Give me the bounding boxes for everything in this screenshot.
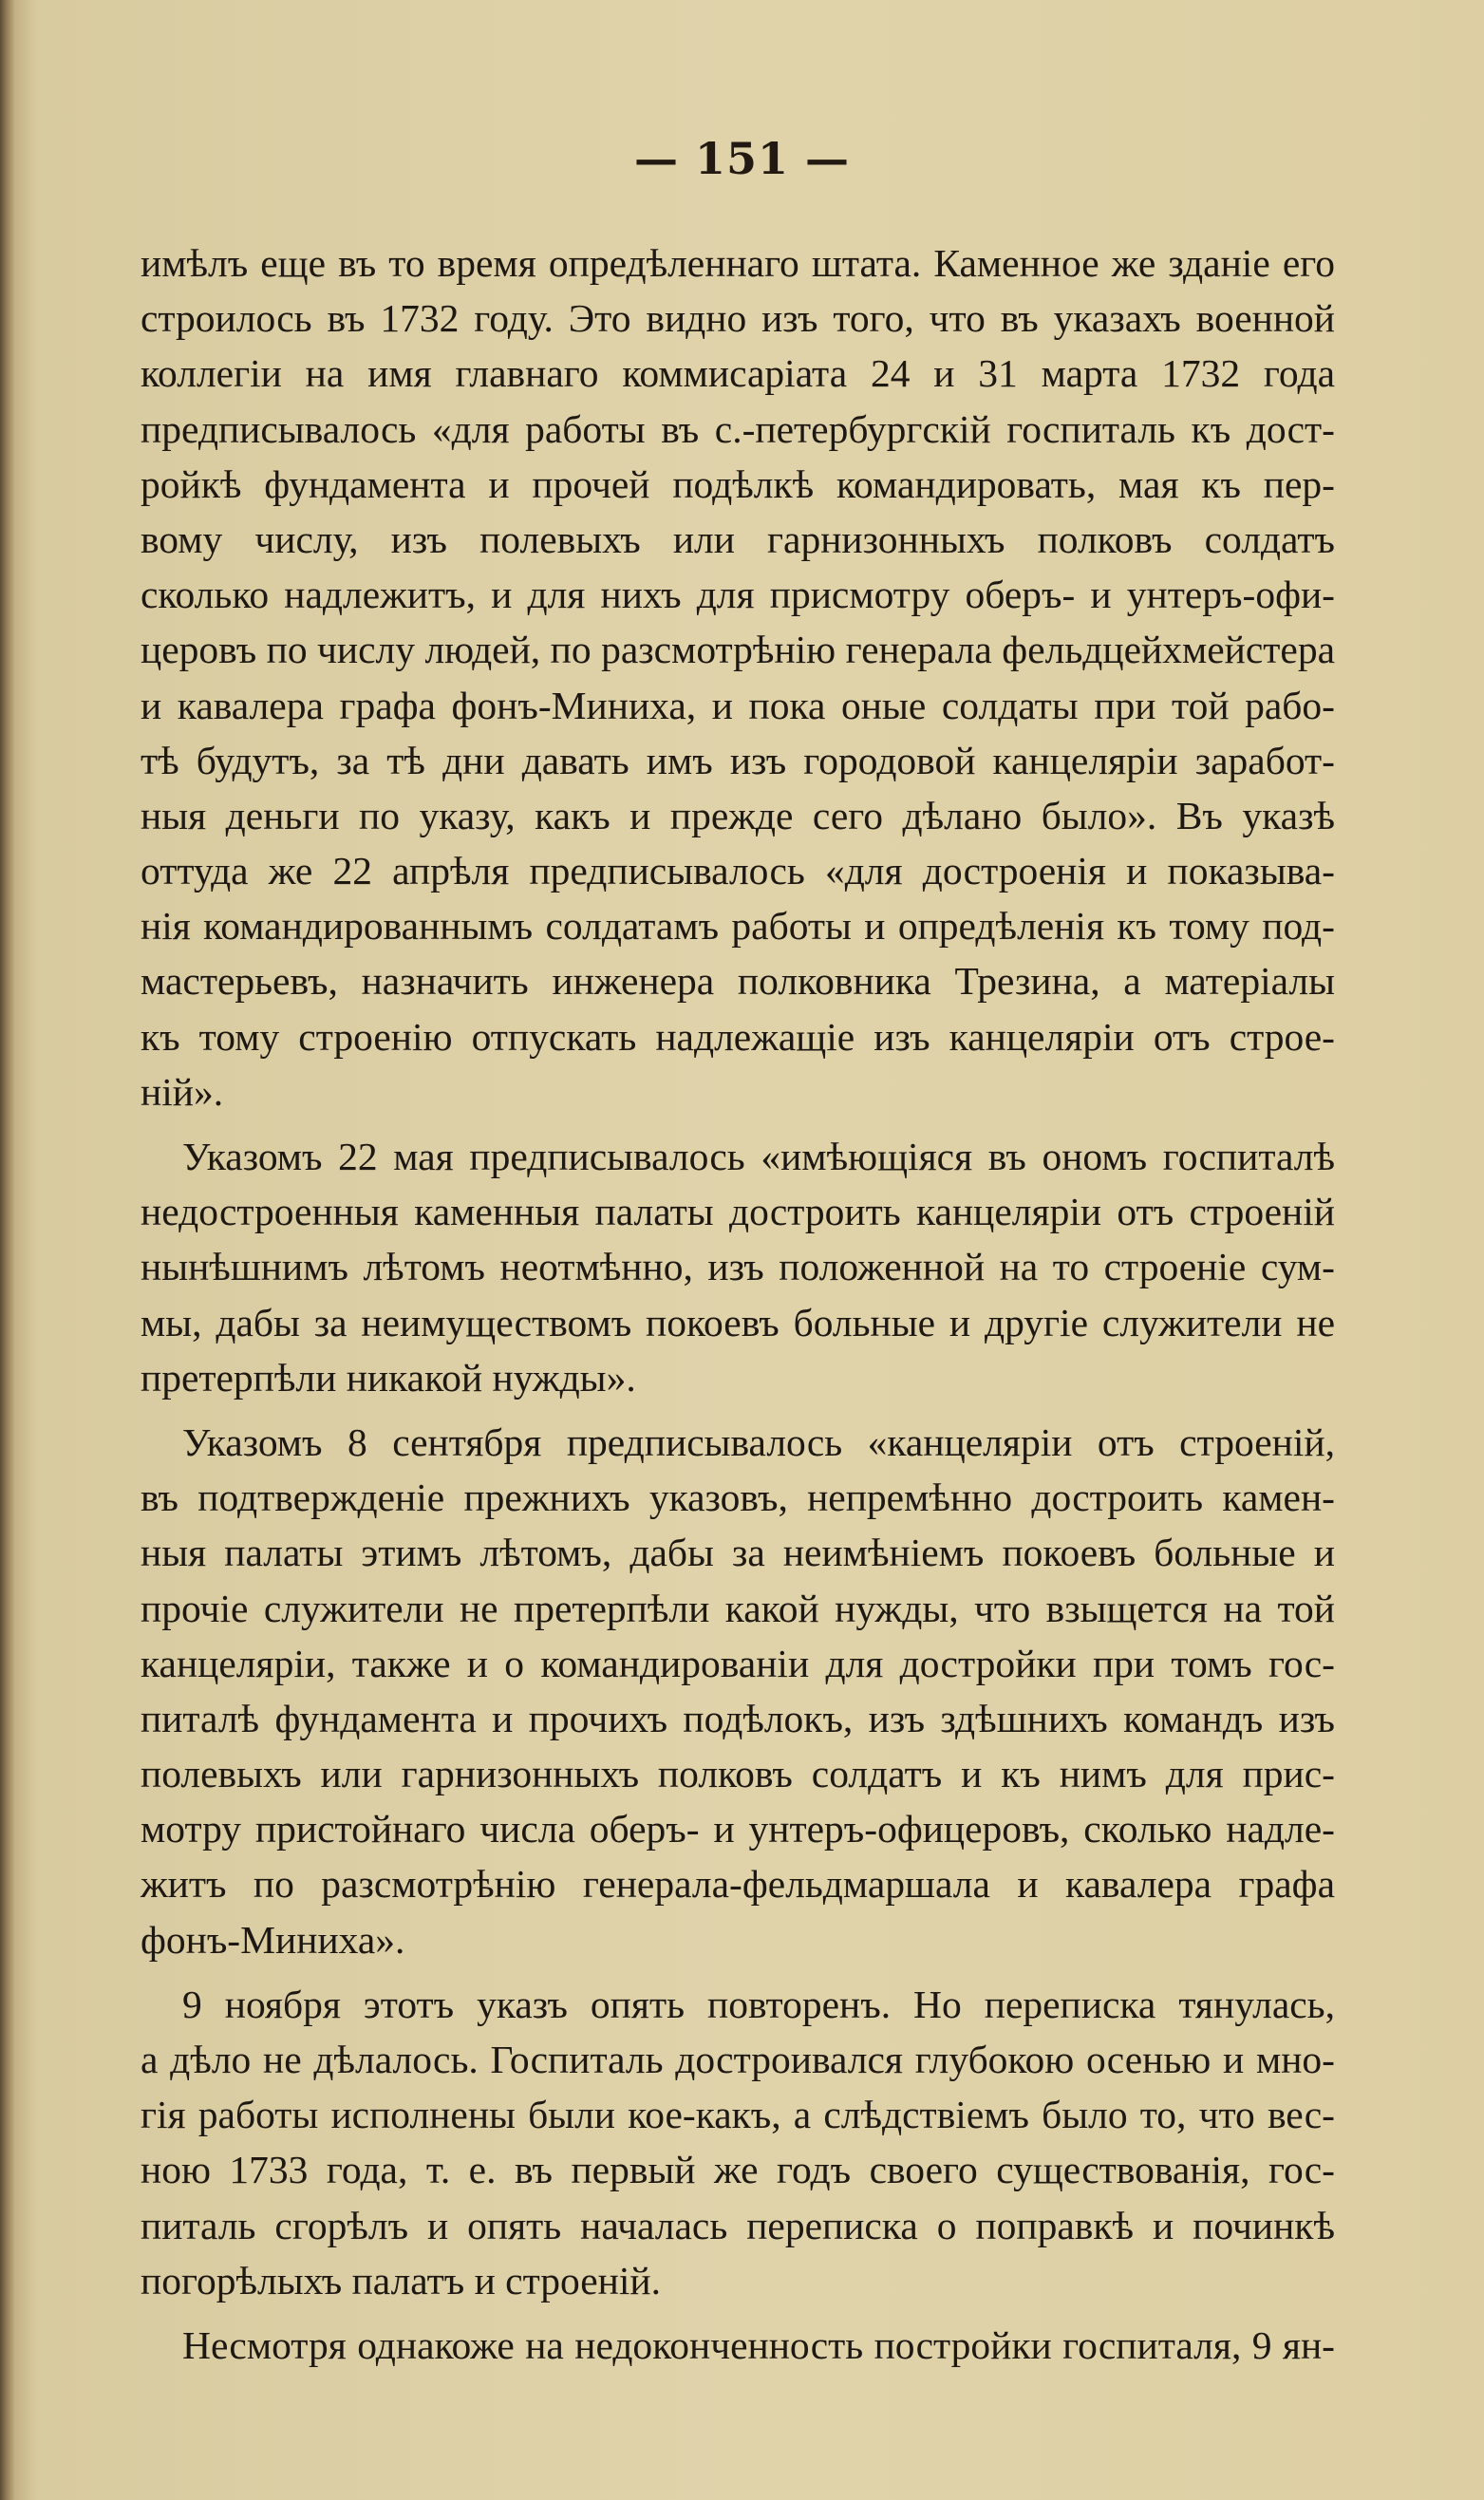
- text-line: 9 ноября этотъ указъ опять повторенъ. Но переписка тянулась,: [182, 1982, 1335, 2026]
- text-line: питаль сгорѣлъ и опять началась переписка о поправкѣ и починкѣ: [141, 2203, 1335, 2247]
- body-text: [141, 235, 1335, 2373]
- text-line: въ подтвержденіе прежнихъ указовъ, непремѣнно достроить камен-: [141, 1476, 1335, 1520]
- text-line: фонъ-Миниха».: [141, 1917, 405, 1962]
- text-line: Указомъ 22 мая предписывалось «имѣющіяся въ ономъ госпиталѣ: [182, 1135, 1335, 1178]
- text-line: строилось въ 1732 году. Это видно изъ того, что въ указахъ военной: [141, 296, 1335, 341]
- text-line: питалѣ фундамента и прочихъ подѣлокъ, изъ здѣшнихъ командъ изъ: [141, 1696, 1335, 1740]
- paragraph: [141, 235, 1335, 1119]
- text-line: мастерьевъ, назначить инженера полковника Трезина, а матеріалы: [141, 959, 1335, 1004]
- text-line: тѣ будутъ, за тѣ дни давать имъ изъ городовой канцеляріи заработ-: [141, 738, 1335, 782]
- text-line: претерпѣли никакой нужды».: [141, 1355, 636, 1400]
- paragraph: [141, 1977, 1335, 2308]
- paragraph: [141, 1129, 1335, 1405]
- text-line: и кавалера графа фонъ-Миниха, и пока оные солдаты при той рабо-: [141, 683, 1335, 727]
- page-number: — 151 —: [633, 133, 851, 184]
- text-line: погорѣлыхъ палатъ и строеній.: [141, 2258, 661, 2303]
- text-line: канцеляріи, также и о командированіи для достройки при томъ гос-: [141, 1641, 1335, 1685]
- text-line: нія командированнымъ солдатамъ работы и опредѣленія къ тому под-: [141, 904, 1335, 949]
- text-line: церовъ по числу людей, по разсмотрѣнію генерала фельдцейхмейстера: [141, 628, 1335, 672]
- text-line: къ тому строенію отпускать надлежащіе изъ канцеляріи отъ строе-: [141, 1014, 1335, 1059]
- text-line: ныя деньги по указу, какъ и прежде сего дѣлано было». Въ указѣ: [141, 793, 1335, 837]
- text-line: оттуда же 22 апрѣля предписывалось «для достроенія и показыва-: [141, 849, 1335, 893]
- text-line: ною 1733 года, т. е. въ первый же годъ своего существованія, гос-: [141, 2148, 1335, 2192]
- text-line: мы, дабы за неимуществомъ покоевъ больные и другіе служители не: [141, 1300, 1335, 1344]
- text-line: вому числу, изъ полевыхъ или гарнизонныхъ полковъ солдатъ: [141, 517, 1335, 561]
- paragraph: [141, 1415, 1335, 1967]
- text-line: ній».: [141, 1069, 224, 1114]
- text-line: Несмотря однакоже на недоконченность постройки госпиталя, 9 ян-: [182, 2322, 1335, 2367]
- text-line: Указомъ 8 сентября предписывалось «канцеляріи отъ строеній,: [182, 1419, 1335, 1464]
- text-line: нынѣшнимъ лѣтомъ неотмѣнно, изъ положенной на то строеніе сум-: [141, 1245, 1335, 1289]
- text-line: недостроенныя каменныя палаты достроить канцеляріи отъ строеній: [141, 1190, 1335, 1234]
- text-line: гія работы исполнены были кое-какъ, а слѣдствіемъ было то, что вес-: [141, 2093, 1335, 2137]
- text-line: сколько надлежитъ, и для нихъ для присмотру оберъ- и унтеръ-офи-: [141, 573, 1335, 617]
- text-line: ныя палаты этимъ лѣтомъ, дабы за неимѣніемъ покоевъ больные и: [141, 1531, 1335, 1575]
- text-line: имѣлъ еще въ то время опредѣленнаго штата. Каменное же зданіе его: [141, 241, 1335, 285]
- text-line: а дѣло не дѣлалось. Госпиталь достроивался глубокою осенью и мно-: [141, 2038, 1335, 2081]
- text-line: прочіе служители не претерпѣли какой нужды, что взыщется на той: [141, 1586, 1335, 1630]
- text-line: предписывалось «для работы въ с.-петербургскій госпиталь къ дост-: [141, 406, 1335, 451]
- paragraph: [141, 2318, 1335, 2373]
- text-line: ройкѣ фундамента и прочей подѣлкѣ командировать, мая къ пер-: [141, 461, 1335, 506]
- text-line: коллегіи на имя главнаго коммисаріата 24 и 31 марта 1732 года: [141, 351, 1335, 396]
- text-line: мотру пристойнаго числа оберъ- и унтеръ-офицеровъ, сколько надле-: [141, 1807, 1335, 1852]
- text-line: полевыхъ или гарнизонныхъ полковъ солдатъ и къ нимъ для прис-: [141, 1752, 1335, 1796]
- text-line: житъ по разсмотрѣнію генерала-фельдмаршала и кавалера графа: [141, 1862, 1335, 1907]
